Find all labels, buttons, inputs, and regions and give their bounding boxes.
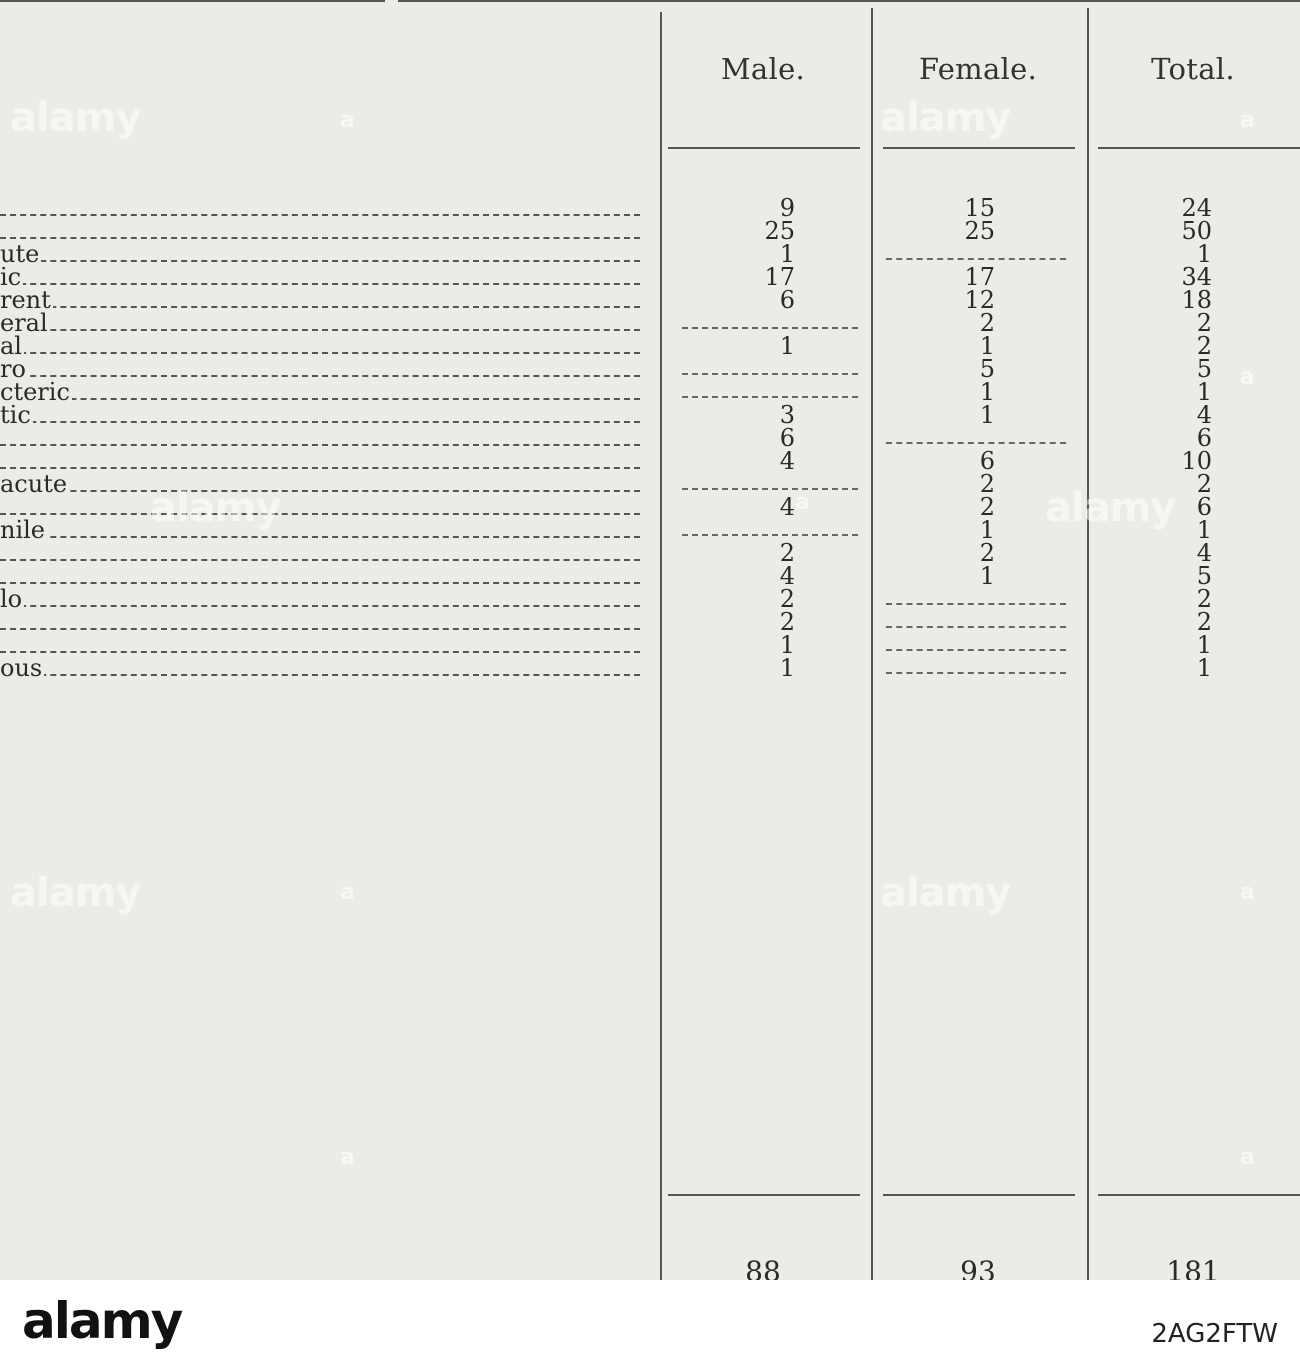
- row-label: [0, 565, 650, 588]
- cell-total: 2: [1196, 309, 1212, 337]
- cell-male: 1: [779, 631, 795, 659]
- top-rule-left: [0, 0, 385, 2]
- row-label-text: al: [0, 335, 22, 358]
- table-row: [0, 539, 1300, 567]
- row-label: [0, 542, 650, 565]
- top-rule-right: [398, 0, 1300, 2]
- image-id: 2AG2FTW: [1151, 1319, 1278, 1349]
- cell-female: 2: [979, 309, 995, 337]
- watermark-mark: a: [340, 108, 355, 133]
- cell-female: 1: [979, 401, 995, 429]
- row-label: [0, 611, 650, 634]
- row-label: [0, 381, 650, 404]
- cell-female: 1: [979, 562, 995, 590]
- table-row: [0, 608, 1300, 636]
- cell-total: 4: [1196, 401, 1212, 429]
- cell-total: 1: [1196, 378, 1212, 406]
- row-label: [0, 335, 650, 358]
- header-total: Total.: [1151, 52, 1235, 86]
- row-label: [0, 496, 650, 519]
- row-label-text: acute: [0, 473, 68, 496]
- row-label: [0, 634, 650, 657]
- table-row: [0, 309, 1300, 337]
- cell-male: 1: [779, 654, 795, 682]
- row-label: [0, 404, 650, 427]
- cell-total: 1: [1196, 654, 1212, 682]
- table-row: [0, 217, 1300, 245]
- table-row: [0, 585, 1300, 613]
- watermark-mark: a: [1240, 108, 1255, 133]
- total-rule-female: [883, 1194, 1075, 1196]
- row-label: [0, 289, 650, 312]
- cell-female-blank: [886, 588, 1066, 611]
- header-female: Female.: [918, 52, 1038, 86]
- cell-male: 4: [779, 493, 795, 521]
- table-row: [0, 194, 1300, 222]
- cell-male-blank: [682, 312, 858, 335]
- cell-male: 1: [779, 332, 795, 360]
- table-row: [0, 378, 1300, 406]
- table-row: [0, 631, 1300, 659]
- row-label-text: ute: [0, 243, 40, 266]
- cell-male-blank: [682, 381, 858, 404]
- row-label-text: rent: [0, 289, 51, 312]
- table-row: [0, 562, 1300, 590]
- cell-male: 4: [779, 562, 795, 590]
- watermark-logo: alamy: [880, 870, 1011, 916]
- table-row: [0, 447, 1300, 475]
- cell-male-blank: [682, 519, 858, 542]
- cell-female: 5: [979, 355, 995, 383]
- cell-female: 17: [964, 263, 995, 291]
- cell-total: 1: [1196, 240, 1212, 268]
- total-rule-male: [668, 1194, 860, 1196]
- watermark-mark: a: [795, 490, 810, 515]
- cell-total: 2: [1196, 585, 1212, 613]
- header-rule-female: [883, 147, 1075, 149]
- row-label: [0, 450, 650, 473]
- cell-male: 2: [779, 585, 795, 613]
- cell-total: 2: [1196, 332, 1212, 360]
- header-rule-total: [1098, 147, 1300, 149]
- cell-total: 2: [1196, 608, 1212, 636]
- row-label: [0, 197, 650, 220]
- cell-male: 2: [779, 608, 795, 636]
- cell-female-blank: [886, 657, 1066, 680]
- cell-male: 6: [779, 424, 795, 452]
- watermark-logo: alamy: [10, 95, 141, 141]
- cell-male: 1: [779, 240, 795, 268]
- alamy-logo: alamy: [22, 1292, 182, 1350]
- row-label: [0, 220, 650, 243]
- cell-female-blank: [886, 427, 1066, 450]
- stock-footer-bar: [0, 1280, 1300, 1371]
- cell-male: 3: [779, 401, 795, 429]
- row-label: [0, 427, 650, 450]
- table-row: [0, 401, 1300, 429]
- watermark-mark: a: [340, 880, 355, 905]
- watermark-logo: alamy: [10, 870, 141, 916]
- row-label: [0, 519, 650, 542]
- total-total: 181: [1166, 1255, 1220, 1280]
- cell-total: 34: [1181, 263, 1212, 291]
- cell-female: 2: [979, 539, 995, 567]
- row-label-text: lo: [0, 588, 23, 611]
- cell-total: 5: [1196, 355, 1212, 383]
- row-label: [0, 266, 650, 289]
- row-label-text: tic: [0, 404, 31, 427]
- watermark-mark: a: [1240, 1145, 1255, 1170]
- cell-female: 6: [979, 447, 995, 475]
- row-label: [0, 358, 650, 381]
- watermark-logo: alamy: [1045, 485, 1176, 531]
- cell-male: 6: [779, 286, 795, 314]
- row-label-text: ous: [0, 657, 43, 680]
- cell-total: 18: [1181, 286, 1212, 314]
- row-label: [0, 243, 650, 266]
- cell-total: 1: [1196, 516, 1212, 544]
- cell-total: 10: [1181, 447, 1212, 475]
- cell-total: 2: [1196, 470, 1212, 498]
- table-row: [0, 332, 1300, 360]
- watermark-logo: alamy: [150, 485, 281, 531]
- table-row: [0, 424, 1300, 452]
- watermark-logo: alamy: [880, 95, 1011, 141]
- cell-male-blank: [682, 358, 858, 381]
- table-row: [0, 240, 1300, 268]
- total-rule-total: [1098, 1194, 1300, 1196]
- cell-female: 2: [979, 493, 995, 521]
- row-label: [0, 657, 650, 680]
- cell-male: 9: [779, 194, 795, 222]
- cell-female: 15: [964, 194, 995, 222]
- total-female: 93: [960, 1255, 996, 1280]
- watermark-mark: a: [1240, 365, 1255, 390]
- row-label-text: nile: [0, 519, 46, 542]
- row-label-text: ro: [0, 358, 26, 381]
- cell-female: 1: [979, 378, 995, 406]
- cell-female: 1: [979, 332, 995, 360]
- cell-male: 4: [779, 447, 795, 475]
- table-row: [0, 355, 1300, 383]
- cell-female-blank: [886, 634, 1066, 657]
- cell-total: 6: [1196, 424, 1212, 452]
- cell-male: 25: [764, 217, 795, 245]
- cell-female: 1: [979, 516, 995, 544]
- cell-female-blank: [886, 611, 1066, 634]
- watermark-mark: a: [1240, 880, 1255, 905]
- row-label: [0, 473, 650, 496]
- cell-male: 2: [779, 539, 795, 567]
- header-rule-male: [668, 147, 860, 149]
- row-label-text: cteric: [0, 381, 70, 404]
- cell-female: 25: [964, 217, 995, 245]
- row-label-text: eral: [0, 312, 48, 335]
- table-row: [0, 263, 1300, 291]
- header-male: Male.: [720, 52, 806, 86]
- table-row: [0, 654, 1300, 682]
- cell-male-blank: [682, 473, 858, 496]
- cell-total: 50: [1181, 217, 1212, 245]
- cell-total: 5: [1196, 562, 1212, 590]
- cell-male: 17: [764, 263, 795, 291]
- cell-total: 4: [1196, 539, 1212, 567]
- row-label-text: ic: [0, 266, 22, 289]
- total-male: 88: [745, 1255, 781, 1280]
- cell-female: 2: [979, 470, 995, 498]
- cell-female: 12: [964, 286, 995, 314]
- cell-total: 1: [1196, 631, 1212, 659]
- cell-total: 24: [1181, 194, 1212, 222]
- table-row: [0, 286, 1300, 314]
- row-label: [0, 312, 650, 335]
- cell-total: 6: [1196, 493, 1212, 521]
- watermark-mark: a: [340, 1145, 355, 1170]
- row-label: [0, 588, 650, 611]
- table-body: [0, 194, 1300, 682]
